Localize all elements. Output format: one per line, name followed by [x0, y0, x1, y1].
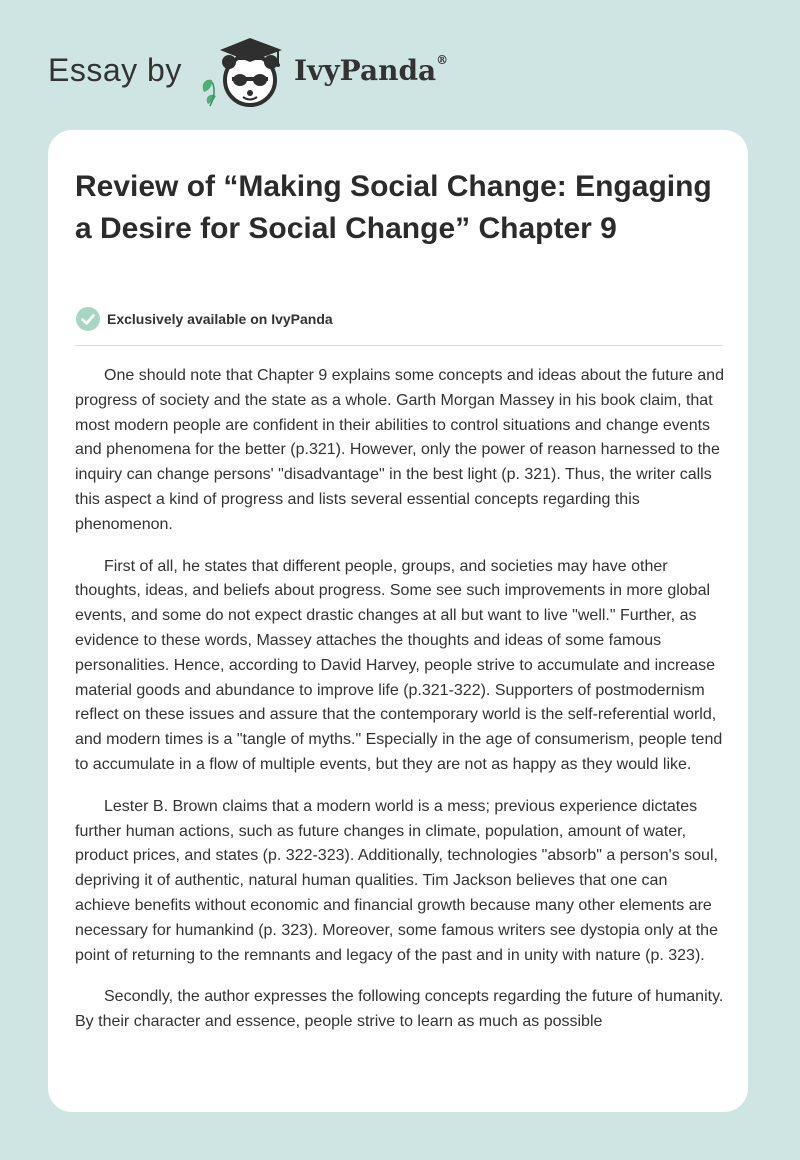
essay-card	[48, 130, 748, 1112]
site-header	[48, 30, 748, 110]
brand-name	[294, 54, 448, 87]
essay-body	[75, 364, 725, 1052]
essay-title: Review of “Making Social Change: Engaging a Desire for Social Change” Chapter 9	[75, 170, 712, 245]
paragraph: One should note that Chapter 9 explains some concepts and ideas about the future and progress of society and the state as a whole. Garth Morgan Massey in his book claim, that most modern people are confident in their abilities to control situations and change events and phenomena for the better (p.321). However, only the power of reason harnessed to the inquiry can change persons' "disadvantage" in the best light (p. 321). Thus, the writer calls this aspect a kind of progress and lists several essential concepts regarding this phenomenon.	[75, 367, 724, 533]
divider	[75, 345, 723, 346]
registered-mark: ®	[436, 52, 449, 67]
exclusive-badge-text: Exclusively available on IvyPanda	[107, 311, 333, 327]
paragraph: Secondly, the author expresses the following concepts regarding the future of humanity. By their character and essence, people strive to learn as much as possible	[75, 988, 724, 1031]
brand-name-text: IvyPanda	[294, 54, 437, 87]
exclusive-badge	[75, 306, 333, 332]
panda-graduate-icon	[198, 34, 290, 110]
paragraph: Lester B. Brown claims that a modern world is a mess; previous experience dictates further human actions, such as future changes in climate, population, amount of water, product prices, and states (p. 322-323). Additionally, technologies "absorb" a person's soul, depriving it of authentic, natural human qualities. Tim Jackson believes that one can achieve benefits without economic and financial growth because many other elements are necessary for humankind (p. 323). Moreover, some famous writers see dystopia only at the point of returning to the remnants and legacy of the past and in unity with nature (p. 323).	[75, 797, 718, 964]
paragraph: First of all, he states that different people, groups, and societies may have other thoughts, ideas, and beliefs about progress. Some see such improvements in more global events, and some do not expect drastic changes at all but want to live "well." Further, as evidence to these words, Massey attaches the thoughts and ideas of some famous personalities. Hence, according to David Harvey, people strive to accumulate and increase material goods and abundance to improve life (p.321-322). Supporters of postmodernism reflect on these issues and assure that the contemporary world is the self-referential world, and modern times is a "tangle of myths." Especially in the age of consumerism, people tend to accumulate in a flow of multiple events, but they are not as happy as they would like.	[75, 557, 723, 773]
brand-prefix: Essay by	[48, 52, 182, 88]
check-circle-icon	[75, 306, 101, 332]
